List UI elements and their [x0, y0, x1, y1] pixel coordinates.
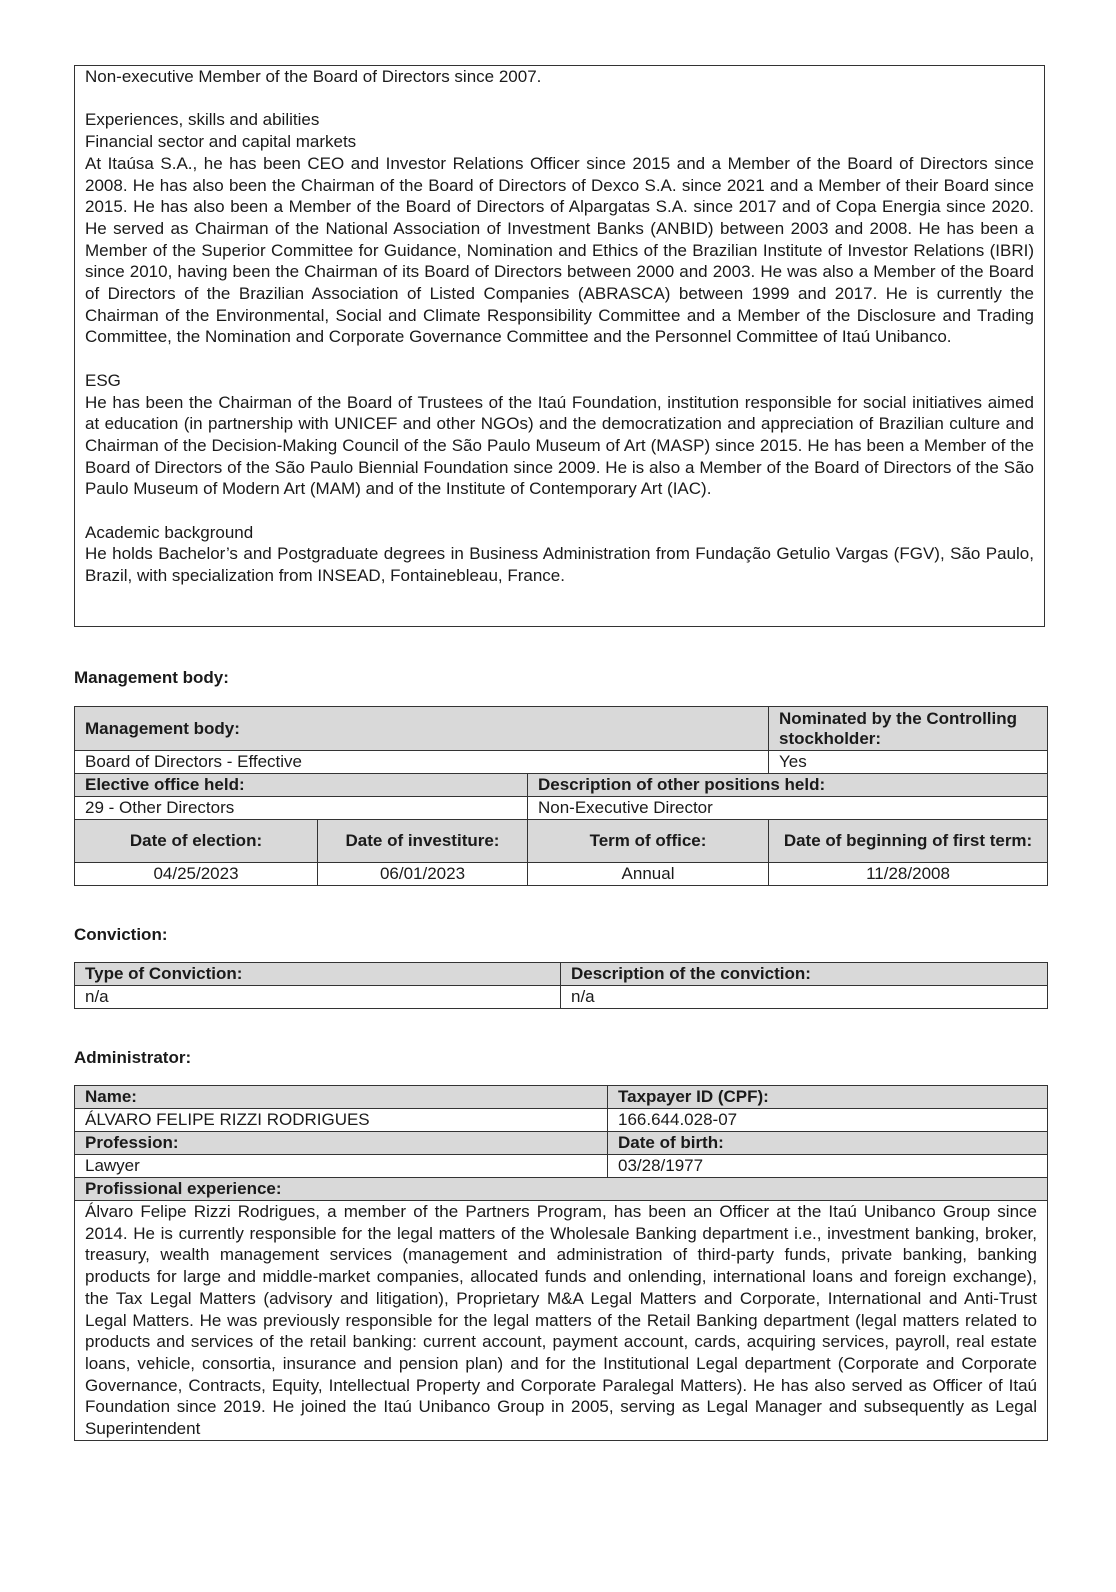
profession-value: Lawyer: [75, 1155, 608, 1178]
conviction-description-value: n/a: [561, 986, 1048, 1009]
management-table: [74, 706, 1048, 886]
management-section-title: Management body:: [74, 668, 229, 687]
financial-text: At Itaúsa S.A., he has been CEO and Investor Relations Officer since 2015 and a Member of the Board of Directors since 2008. He has also been the Chairman of the Board of Directors of Dexco S.A. since 2021 and a Member of their Board since 2015. He has also been a Member of the Board of Directors of Alpargatas S.A. since 2017 and of Copa Energia since 2020. He served as Chairman of the National Association of Investment Banks (ANBID) between 2003 and 2008. He has been a Member of the Superior Committee for Guidance, Nomination and Ethics of the Brazilian Institute of Investor Relations (IBRI) since 2010, having been the Chairman of its Board of Directors between 2000 and 2003. He was also a Member of the Board of Directors of the Brazilian Association of Listed Companies (ABRASCA) between 1999 and 2017. He is currently the Chairman of the Environmental, Social and Climate Responsibility Committee and a Member of the Disclosure and Trading Committee, the Nomination and Corporate Governance Committee and the Personnel Committee of Itaú Unibanco.: [85, 153, 1034, 347]
bio-intro: Non-executive Member of the Board of Directors since 2007.: [85, 67, 542, 86]
nominated-value: Yes: [769, 751, 1048, 774]
cpf-value: 166.644.028-07: [608, 1109, 1048, 1132]
management-body-label: Management body:: [75, 707, 769, 751]
conviction-type-label: Type of Conviction:: [75, 963, 561, 986]
administrator-section-title: Administrator:: [74, 1048, 192, 1067]
esg-heading: ESG: [85, 370, 121, 390]
name-value: ÁLVARO FELIPE RIZZI RODRIGUES: [75, 1109, 608, 1132]
biography-box: [74, 65, 1045, 627]
term-label: Term of office:: [528, 820, 769, 863]
investiture-value: 06/01/2023: [318, 863, 528, 886]
experience-text: Álvaro Felipe Rizzi Rodrigues, a member of the Partners Program, has been an Officer at the Itaú Unibanco Group since 2014. He is currently responsible for the legal matters of the Wholesale Banking department i.e., investment banking, broker, treasury, wealth management services (management and administration of third-party funds, private banking, banking products for large and middle-market companies, allocated funds and onlending, international loans and foreign exchange), the Tax Legal Matters (advisory and litigation), Proprietary M&A Legal Matters and Corporate, International and Anti-Trust Legal Matters. He was previously responsible for the legal matters of the Retail Banking department (legal matters related to products and services of the retail banking: current account, payment account, cards, acquiring services, payroll, real estate loans, vehicle, consortia, insurance and pension plan) and for the Institutional Legal department (Corporate and Corporate Governance, Contracts, Equity, Intellectual Property and Corporate Paralegal Matters). He has also served as Officer of Itaú Foundation since 2019. He joined the Itaú Unibanco Group in 2005, serving as Legal Manager and subsequently as Legal Superintendent: [75, 1201, 1048, 1441]
first-term-label: Date of beginning of first term:: [769, 820, 1048, 863]
nominated-label: Nominated by the Controlling stockholder:: [769, 707, 1048, 751]
investiture-label: Date of investiture:: [318, 820, 528, 863]
term-value: Annual: [528, 863, 769, 886]
esg-text: He has been the Chairman of the Board of Trustees of the Itaú Foundation, institution responsible for social initiatives aimed at education (in partnership with UNICEF and other NGOs) and the democratization and appreciation of Brazilian culture and Chairman of the Decision-Making Council of the São Paulo Museum of Art (MASP) since 2015. He has been a Member of the Board of Directors of the São Paulo Biennial Foundation since 2009. He is also a Member of the Board of Directors of the São Paulo Museum of Modern Art (MAM) and of the Institute of Contemporary Art (IAC).: [85, 392, 1034, 499]
other-positions-label: Description of other positions held:: [528, 774, 1048, 797]
experience-heading: Experiences, skills and abilities: [85, 110, 320, 130]
election-value: 04/25/2023: [75, 863, 318, 886]
office-label: Elective office held:: [75, 774, 528, 797]
other-positions-value: Non-Executive Director: [528, 797, 1048, 820]
first-term-value: 11/28/2008: [769, 863, 1048, 886]
conviction-table: [74, 962, 1048, 1009]
election-label: Date of election:: [75, 820, 318, 863]
academic-text: He holds Bachelor’s and Postgraduate degrees in Business Administration from Fundação Getulio Vargas (FGV), São Paulo, Brazil, with specialization from INSEAD, Fontainebleau, France.: [85, 544, 1034, 586]
management-body-value: Board of Directors - Effective: [75, 751, 769, 774]
administrator-table: [74, 1085, 1048, 1441]
birth-value: 03/28/1977: [608, 1155, 1048, 1178]
office-value: 29 - Other Directors: [75, 797, 528, 820]
profession-label: Profession:: [75, 1132, 608, 1155]
experience-label: Profissional experience:: [75, 1178, 1048, 1201]
name-label: Name:: [75, 1086, 608, 1109]
conviction-section-title: Conviction:: [74, 925, 168, 944]
academic-heading: Academic background: [85, 522, 254, 542]
conviction-type-value: n/a: [75, 986, 561, 1009]
cpf-label: Taxpayer ID (CPF):: [608, 1086, 1048, 1109]
conviction-description-label: Description of the conviction:: [561, 963, 1048, 986]
financial-heading: Financial sector and capital markets: [85, 132, 357, 152]
birth-label: Date of birth:: [608, 1132, 1048, 1155]
